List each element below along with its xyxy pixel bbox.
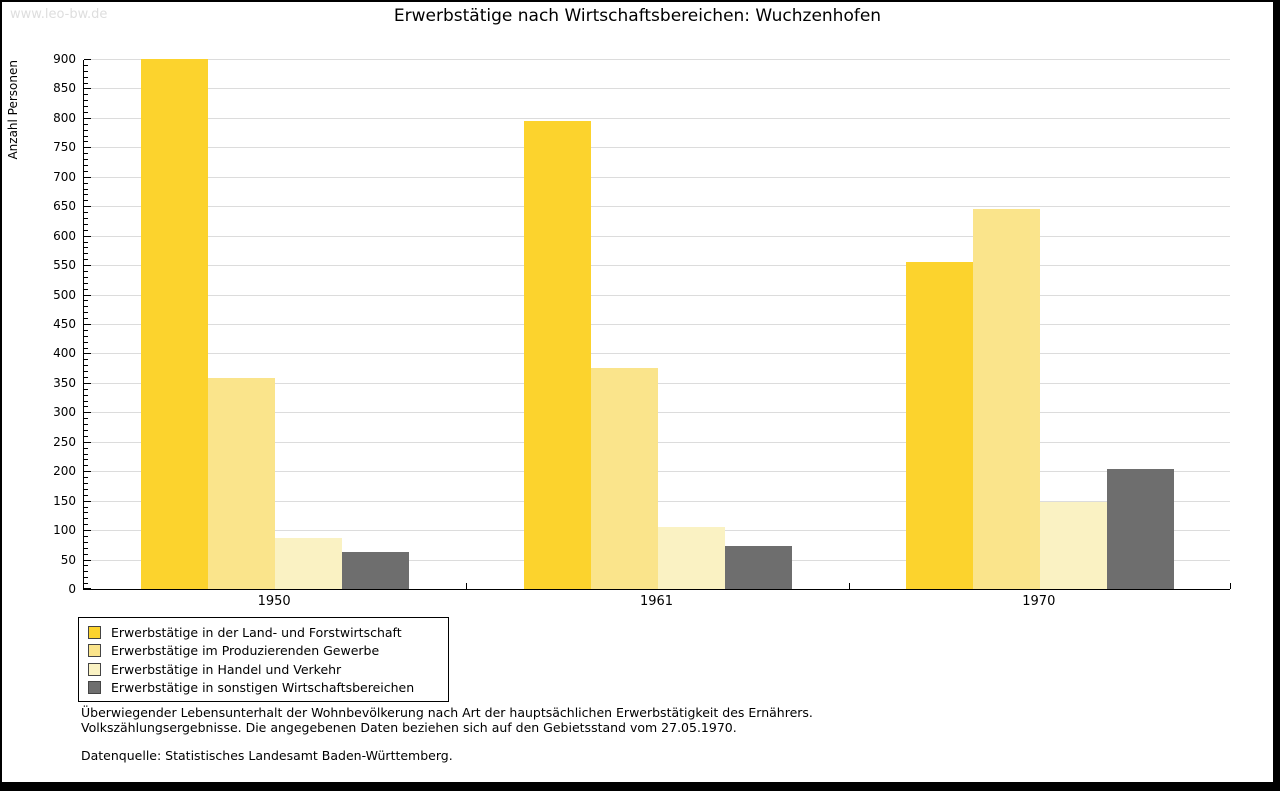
y-axis-minor-tick bbox=[84, 259, 88, 260]
gridline bbox=[84, 265, 1230, 266]
y-axis-major-tick bbox=[84, 412, 91, 413]
y-axis-minor-tick bbox=[84, 247, 88, 248]
y-axis-minor-tick bbox=[84, 271, 88, 272]
legend-swatch-land-forstwirtschaft bbox=[88, 626, 101, 639]
x-tick-label-1950: 1950 bbox=[257, 594, 291, 609]
y-axis-major-tick bbox=[84, 295, 91, 296]
y-axis-minor-tick bbox=[84, 512, 88, 513]
legend-row bbox=[88, 660, 440, 679]
y-axis-major-tick bbox=[84, 236, 91, 237]
y-axis-major-tick bbox=[84, 501, 91, 502]
y-axis-minor-tick bbox=[84, 518, 88, 519]
gridline bbox=[84, 59, 1230, 60]
legend-swatch-handel-verkehr bbox=[88, 663, 101, 676]
y-tick-label: 400 bbox=[53, 346, 76, 361]
y-axis-minor-tick bbox=[84, 536, 88, 537]
y-axis-minor-tick bbox=[84, 312, 88, 313]
gridline bbox=[84, 177, 1230, 178]
gridline bbox=[84, 295, 1230, 296]
y-axis-minor-tick bbox=[84, 371, 88, 372]
legend-row bbox=[88, 679, 440, 698]
y-axis-title: Anzahl Personen bbox=[6, 60, 20, 160]
y-axis-minor-tick bbox=[84, 554, 88, 555]
y-axis-minor-tick bbox=[84, 289, 88, 290]
y-axis-minor-tick bbox=[84, 342, 88, 343]
y-axis-minor-tick bbox=[84, 94, 88, 95]
y-axis-major-tick bbox=[84, 118, 91, 119]
y-axis-minor-tick bbox=[84, 171, 88, 172]
y-tick-label: 800 bbox=[53, 110, 76, 125]
legend-label: Erwerbstätige in der Land- und Forstwirtschaft bbox=[111, 624, 402, 640]
y-tick-label: 600 bbox=[53, 228, 76, 243]
y-axis-minor-tick bbox=[84, 212, 88, 213]
y-axis-major-tick bbox=[84, 147, 91, 148]
y-axis-minor-tick bbox=[84, 77, 88, 78]
bar-1961-series4 bbox=[725, 546, 792, 589]
y-axis-minor-tick bbox=[84, 507, 88, 508]
bar-1950-series1 bbox=[141, 59, 208, 589]
y-axis-minor-tick bbox=[84, 65, 88, 66]
gridline bbox=[84, 118, 1230, 119]
y-axis-major-tick bbox=[84, 471, 91, 472]
y-axis-minor-tick bbox=[84, 377, 88, 378]
legend-swatch-sonstige bbox=[88, 681, 101, 694]
y-axis-minor-tick bbox=[84, 300, 88, 301]
y-tick-label: 300 bbox=[53, 405, 76, 420]
legend bbox=[78, 617, 449, 702]
bar-1970-series2 bbox=[973, 209, 1040, 589]
y-axis-major-tick bbox=[84, 59, 91, 60]
y-axis-minor-tick bbox=[84, 189, 88, 190]
y-axis-minor-tick bbox=[84, 418, 88, 419]
x-axis-labels bbox=[83, 594, 1230, 609]
y-axis-major-tick bbox=[84, 324, 91, 325]
gridline bbox=[84, 206, 1230, 207]
gridline bbox=[84, 147, 1230, 148]
legend-label: Erwerbstätige im Produzierenden Gewerbe bbox=[111, 643, 380, 659]
y-axis-major-tick bbox=[84, 588, 91, 589]
gridline bbox=[84, 324, 1230, 325]
y-axis-major-tick bbox=[84, 177, 91, 178]
y-tick-label: 750 bbox=[53, 140, 76, 155]
y-axis-minor-tick bbox=[84, 359, 88, 360]
y-axis-minor-tick bbox=[84, 571, 88, 572]
y-axis-minor-tick bbox=[84, 565, 88, 566]
y-tick-label: 100 bbox=[53, 523, 76, 538]
y-axis-minor-tick bbox=[84, 71, 88, 72]
y-axis-minor-tick bbox=[84, 124, 88, 125]
y-axis-minor-tick bbox=[84, 194, 88, 195]
y-axis-major-tick bbox=[84, 353, 91, 354]
y-axis-major-tick bbox=[84, 560, 91, 561]
y-axis-minor-tick bbox=[84, 200, 88, 201]
legend-row bbox=[88, 623, 440, 642]
y-tick-label: 200 bbox=[53, 464, 76, 479]
y-axis-minor-tick bbox=[84, 306, 88, 307]
y-axis-minor-tick bbox=[84, 436, 88, 437]
y-axis-major-tick bbox=[84, 530, 91, 531]
y-axis-minor-tick bbox=[84, 106, 88, 107]
y-tick-label: 0 bbox=[68, 582, 76, 596]
y-tick-label: 700 bbox=[53, 169, 76, 184]
y-axis-minor-tick bbox=[84, 424, 88, 425]
gridline bbox=[84, 88, 1230, 89]
watermark: www.leo-bw.de bbox=[10, 7, 108, 22]
legend-row bbox=[88, 642, 440, 661]
y-axis-major-tick bbox=[84, 88, 91, 89]
y-axis-minor-tick bbox=[84, 336, 88, 337]
y-axis-minor-tick bbox=[84, 365, 88, 366]
bar-1970-series1 bbox=[906, 262, 973, 589]
footnotes bbox=[81, 706, 813, 735]
y-tick-label: 900 bbox=[53, 52, 76, 66]
y-axis-minor-tick bbox=[84, 465, 88, 466]
x-tick-label-1961: 1961 bbox=[639, 594, 674, 609]
legend-label: Erwerbstätige in Handel und Verkehr bbox=[111, 661, 342, 677]
y-axis-minor-tick bbox=[84, 130, 88, 131]
y-axis-minor-tick bbox=[84, 477, 88, 478]
bar-1970-series3 bbox=[1040, 502, 1107, 589]
y-axis-minor-tick bbox=[84, 483, 88, 484]
data-source: Datenquelle: Statistisches Landesamt Baden-Württemberg. bbox=[81, 748, 453, 763]
y-tick-label: 650 bbox=[53, 199, 76, 214]
y-axis-minor-tick bbox=[84, 159, 88, 160]
y-axis-minor-tick bbox=[84, 406, 88, 407]
bar-1950-series4 bbox=[342, 552, 409, 589]
y-axis-minor-tick bbox=[84, 448, 88, 449]
y-axis-minor-tick bbox=[84, 112, 88, 113]
y-axis-minor-tick bbox=[84, 489, 88, 490]
legend-label: Erwerbstätige in sonstigen Wirtschaftsbereichen bbox=[111, 680, 415, 696]
bar-1950-series3 bbox=[275, 538, 342, 589]
gridline bbox=[84, 236, 1230, 237]
y-axis-minor-tick bbox=[84, 389, 88, 390]
y-axis-major-tick bbox=[84, 265, 91, 266]
y-axis-minor-tick bbox=[84, 253, 88, 254]
y-axis-minor-tick bbox=[84, 183, 88, 184]
y-tick-label: 50 bbox=[60, 552, 76, 567]
plot-area bbox=[83, 60, 1230, 590]
y-axis-minor-tick bbox=[84, 524, 88, 525]
y-tick-label: 850 bbox=[53, 81, 76, 96]
bar-1961-series2 bbox=[591, 368, 658, 589]
y-axis-minor-tick bbox=[84, 454, 88, 455]
y-tick-label: 250 bbox=[53, 434, 76, 449]
y-axis-minor-tick bbox=[84, 542, 88, 543]
y-tick-label: 350 bbox=[53, 375, 76, 390]
y-axis-minor-tick bbox=[84, 583, 88, 584]
y-axis-minor-tick bbox=[84, 495, 88, 496]
y-axis-minor-tick bbox=[84, 277, 88, 278]
y-axis-minor-tick bbox=[84, 548, 88, 549]
y-tick-label: 450 bbox=[53, 317, 76, 331]
y-axis-minor-tick bbox=[84, 153, 88, 154]
y-axis-minor-tick bbox=[84, 141, 88, 142]
gridline bbox=[84, 353, 1230, 354]
x-tick-label-1970: 1970 bbox=[1022, 594, 1056, 609]
bar-1961-series3 bbox=[658, 527, 725, 589]
y-axis-minor-tick bbox=[84, 165, 88, 166]
y-axis-minor-tick bbox=[84, 224, 88, 225]
y-axis-minor-tick bbox=[84, 401, 88, 402]
x-axis-tick bbox=[849, 583, 850, 589]
x-axis-tick bbox=[466, 583, 467, 589]
y-axis-minor-tick bbox=[84, 430, 88, 431]
chart-title: Erwerbstätige nach Wirtschaftsbereichen: Wuchzenhofen bbox=[393, 6, 882, 26]
x-axis-tick bbox=[1230, 583, 1231, 589]
y-tick-label: 150 bbox=[53, 493, 76, 508]
footnote-line: Volkszählungsergebnisse. Die angegebenen Daten beziehen sich auf den Gebietsstand vom 27.05.1970. bbox=[81, 719, 737, 735]
bar-1970-series4 bbox=[1107, 469, 1174, 589]
y-axis-minor-tick bbox=[84, 83, 88, 84]
y-axis-minor-tick bbox=[84, 330, 88, 331]
y-axis-minor-tick bbox=[84, 136, 88, 137]
footnote-line: Überwiegender Lebensunterhalt der Wohnbevölkerung nach Art der hauptsächlichen Erwerbstätigkeit des Ernährers. bbox=[81, 705, 813, 720]
y-axis-minor-tick bbox=[84, 218, 88, 219]
y-axis-minor-tick bbox=[84, 348, 88, 349]
y-axis-minor-tick bbox=[84, 283, 88, 284]
bar-1950-series2 bbox=[208, 378, 275, 589]
y-axis-minor-tick bbox=[84, 100, 88, 101]
y-axis-minor-tick bbox=[84, 459, 88, 460]
y-axis-major-tick bbox=[84, 206, 91, 207]
y-axis-minor-tick bbox=[84, 395, 88, 396]
y-tick-label: 500 bbox=[53, 287, 76, 302]
y-axis-minor-tick bbox=[84, 318, 88, 319]
y-tick-label: 550 bbox=[53, 258, 76, 273]
y-axis-major-tick bbox=[84, 383, 91, 384]
y-axis bbox=[2, 52, 83, 596]
legend-swatch-produzierendes-gewerbe bbox=[88, 644, 101, 657]
bar-1961-series1 bbox=[524, 121, 591, 589]
y-axis-minor-tick bbox=[84, 230, 88, 231]
y-axis-minor-tick bbox=[84, 577, 88, 578]
y-axis-minor-tick bbox=[84, 242, 88, 243]
y-axis-major-tick bbox=[84, 442, 91, 443]
